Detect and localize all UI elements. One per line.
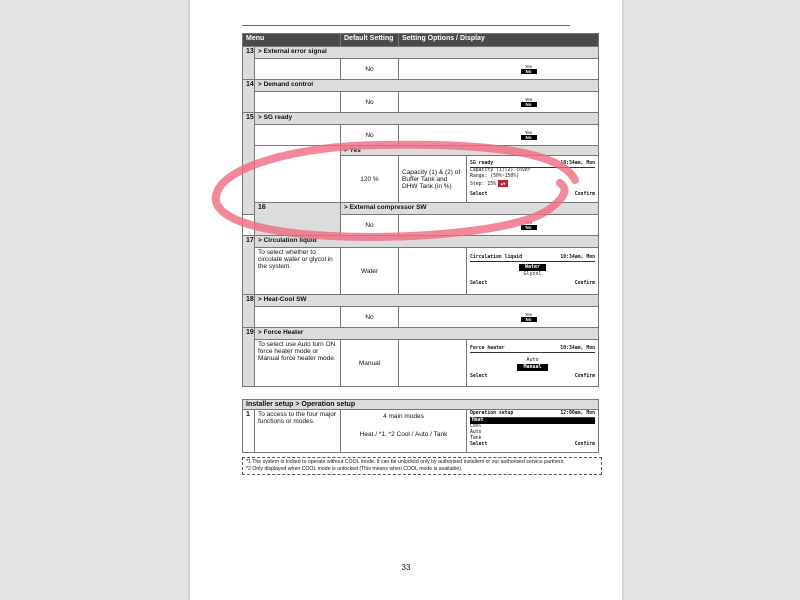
lcd-title: Force heater: [470, 346, 505, 351]
row-number: 13: [243, 47, 255, 80]
option-yes: Yes: [524, 312, 533, 317]
default-value: No: [341, 125, 399, 146]
blank-cell: [399, 340, 467, 387]
default-line: Heat / *1, *2 Cool / Auto / Tank: [359, 431, 448, 438]
row-number: 1: [243, 410, 255, 453]
row-number: 16: [255, 203, 341, 236]
option-yes: Yes: [524, 97, 533, 102]
table-row: [243, 400, 599, 410]
footnote-2: *2 Only displayed when COOL mode is unlocked (This means when COOL mode is available).: [246, 466, 463, 472]
header-default: Default Setting: [341, 34, 399, 47]
menu-title: > Demand control: [255, 80, 599, 92]
lcd-confirm: Confirm: [574, 281, 595, 286]
table-row: [243, 92, 599, 113]
description-cell: [255, 125, 341, 146]
lcd-screen-operation-setup: [467, 410, 599, 453]
lcd-time: 10:34am, Mon: [560, 160, 595, 166]
default-line: 4 main modes: [383, 413, 424, 420]
option-auto: Auto: [526, 357, 539, 363]
lcd-select: Select: [470, 442, 488, 447]
lcd-screen-sg-ready: [467, 156, 599, 203]
table-row: [243, 248, 599, 295]
row-number: 17: [243, 236, 255, 295]
row-number: 19: [243, 328, 255, 387]
sub-menu-title: > Yes: [341, 146, 599, 156]
description-cell: [255, 92, 341, 113]
description-cell: [255, 146, 341, 156]
option-no-selected: No: [521, 69, 537, 74]
menu-title: > Circulation liquid: [255, 236, 599, 248]
table-row: [243, 307, 599, 328]
footnote-1: *1 The system is locked to operate without COOL mode. It can be unlocked only by authorised installers or our authorised service partners.: [246, 459, 565, 465]
table-row: [243, 125, 599, 146]
row-number: 14: [243, 80, 255, 113]
table-row: [243, 146, 599, 156]
lcd-title: SG ready: [470, 160, 494, 166]
lcd-screen-force-heater: [467, 340, 599, 387]
option-display: [399, 215, 599, 236]
option-no-selected: No: [521, 225, 537, 230]
description-cell: [255, 307, 341, 328]
settings-table: [242, 33, 599, 453]
default-value: Manual: [341, 340, 399, 387]
menu-title: > External error signal: [255, 47, 599, 59]
lcd-time: 10:34am, Mon: [560, 346, 595, 351]
lcd-select: Select: [470, 281, 488, 286]
table-row: [243, 156, 599, 203]
mode-item-cool: Cool: [470, 424, 482, 429]
section-title: Installer setup > Operation setup: [243, 400, 599, 410]
table-row: [243, 295, 599, 307]
lcd-line: Capacity (1)(2) cover: [470, 167, 531, 173]
lcd-select: Select: [470, 374, 488, 379]
option-manual-selected: Manual: [517, 364, 547, 371]
lcd-confirm: Confirm: [574, 191, 595, 197]
footnote-box: [242, 457, 602, 475]
header-options: Setting Options / Display: [399, 34, 599, 47]
lcd-time: 12:00am, Mon: [560, 411, 595, 416]
lcd-title: Circulation liquid: [470, 255, 522, 260]
menu-title: > External compressor SW: [341, 203, 599, 215]
lcd-time: 10:34am, Mon: [560, 255, 595, 260]
option-display: [399, 59, 599, 80]
description-cell: To select use Auto turn ON force heater mode or Manual force heater mode.: [255, 340, 341, 387]
lcd-title: Operation setup: [470, 411, 514, 416]
description-cell: To access to the four major functions or modes.: [255, 410, 341, 453]
table-row: [243, 113, 599, 125]
table-row: [243, 236, 599, 248]
spacer-row: [243, 387, 599, 400]
default-value: [341, 410, 467, 453]
header-menu: Menu: [243, 34, 341, 47]
option-yes: Yes: [524, 130, 533, 135]
page-number: 33: [401, 563, 411, 572]
table-row: [243, 203, 599, 215]
lcd-screen-circulation: [467, 248, 599, 295]
table-row: [243, 47, 599, 59]
description-cell: [255, 156, 341, 203]
option-no-selected: No: [521, 102, 537, 107]
lcd-confirm: Confirm: [574, 374, 595, 379]
table-row: [243, 328, 599, 340]
default-value: 120 %: [341, 156, 399, 203]
table-row: [243, 59, 599, 80]
option-display: [399, 125, 599, 146]
mode-item-auto: Auto: [470, 430, 482, 435]
default-value: No: [341, 92, 399, 113]
option-display: [399, 307, 599, 328]
lcd-select: Select: [470, 191, 488, 197]
default-value: No: [341, 215, 399, 236]
option-glycol: Glycol: [523, 271, 542, 277]
document-page: [190, 0, 622, 600]
table-header: [243, 34, 599, 47]
lcd-line: Step: 15%: [470, 181, 496, 187]
menu-title: > Heat-Cool SW: [255, 295, 599, 307]
description-cell: [255, 59, 341, 80]
table-row: [243, 410, 599, 453]
table-row: [243, 340, 599, 387]
default-value: Water: [341, 248, 399, 295]
lcd-line: Range: (50%~150%): [470, 173, 520, 179]
default-value: No: [341, 307, 399, 328]
option-description: Capacity (1) & (2) of Buffer Tank and DHW Tank (in %): [399, 156, 467, 203]
description-cell: To select whether to circulate water or glycol in the system.: [255, 248, 341, 295]
option-no-selected: No: [521, 317, 537, 322]
description-cell: [243, 215, 255, 236]
option-display: [399, 92, 599, 113]
row-number: 15: [243, 113, 255, 215]
row-number: 18: [243, 295, 255, 328]
value-indicator-icon: ▲▼: [498, 180, 508, 187]
mode-item-heat-selected: Heat: [470, 418, 595, 424]
lcd-confirm: Confirm: [574, 442, 595, 447]
option-no-selected: No: [521, 135, 537, 140]
blank-cell: [399, 248, 467, 295]
default-value: No: [341, 59, 399, 80]
menu-title: > SG ready: [255, 113, 599, 125]
top-rule: [242, 25, 570, 26]
option-yes: Yes: [524, 64, 533, 69]
menu-title: > Force Heater: [255, 328, 599, 340]
option-yes: Yes: [524, 220, 533, 225]
table-row: [243, 80, 599, 92]
option-water-selected: Water: [519, 264, 546, 271]
mode-item-tank: Tank: [470, 436, 482, 441]
